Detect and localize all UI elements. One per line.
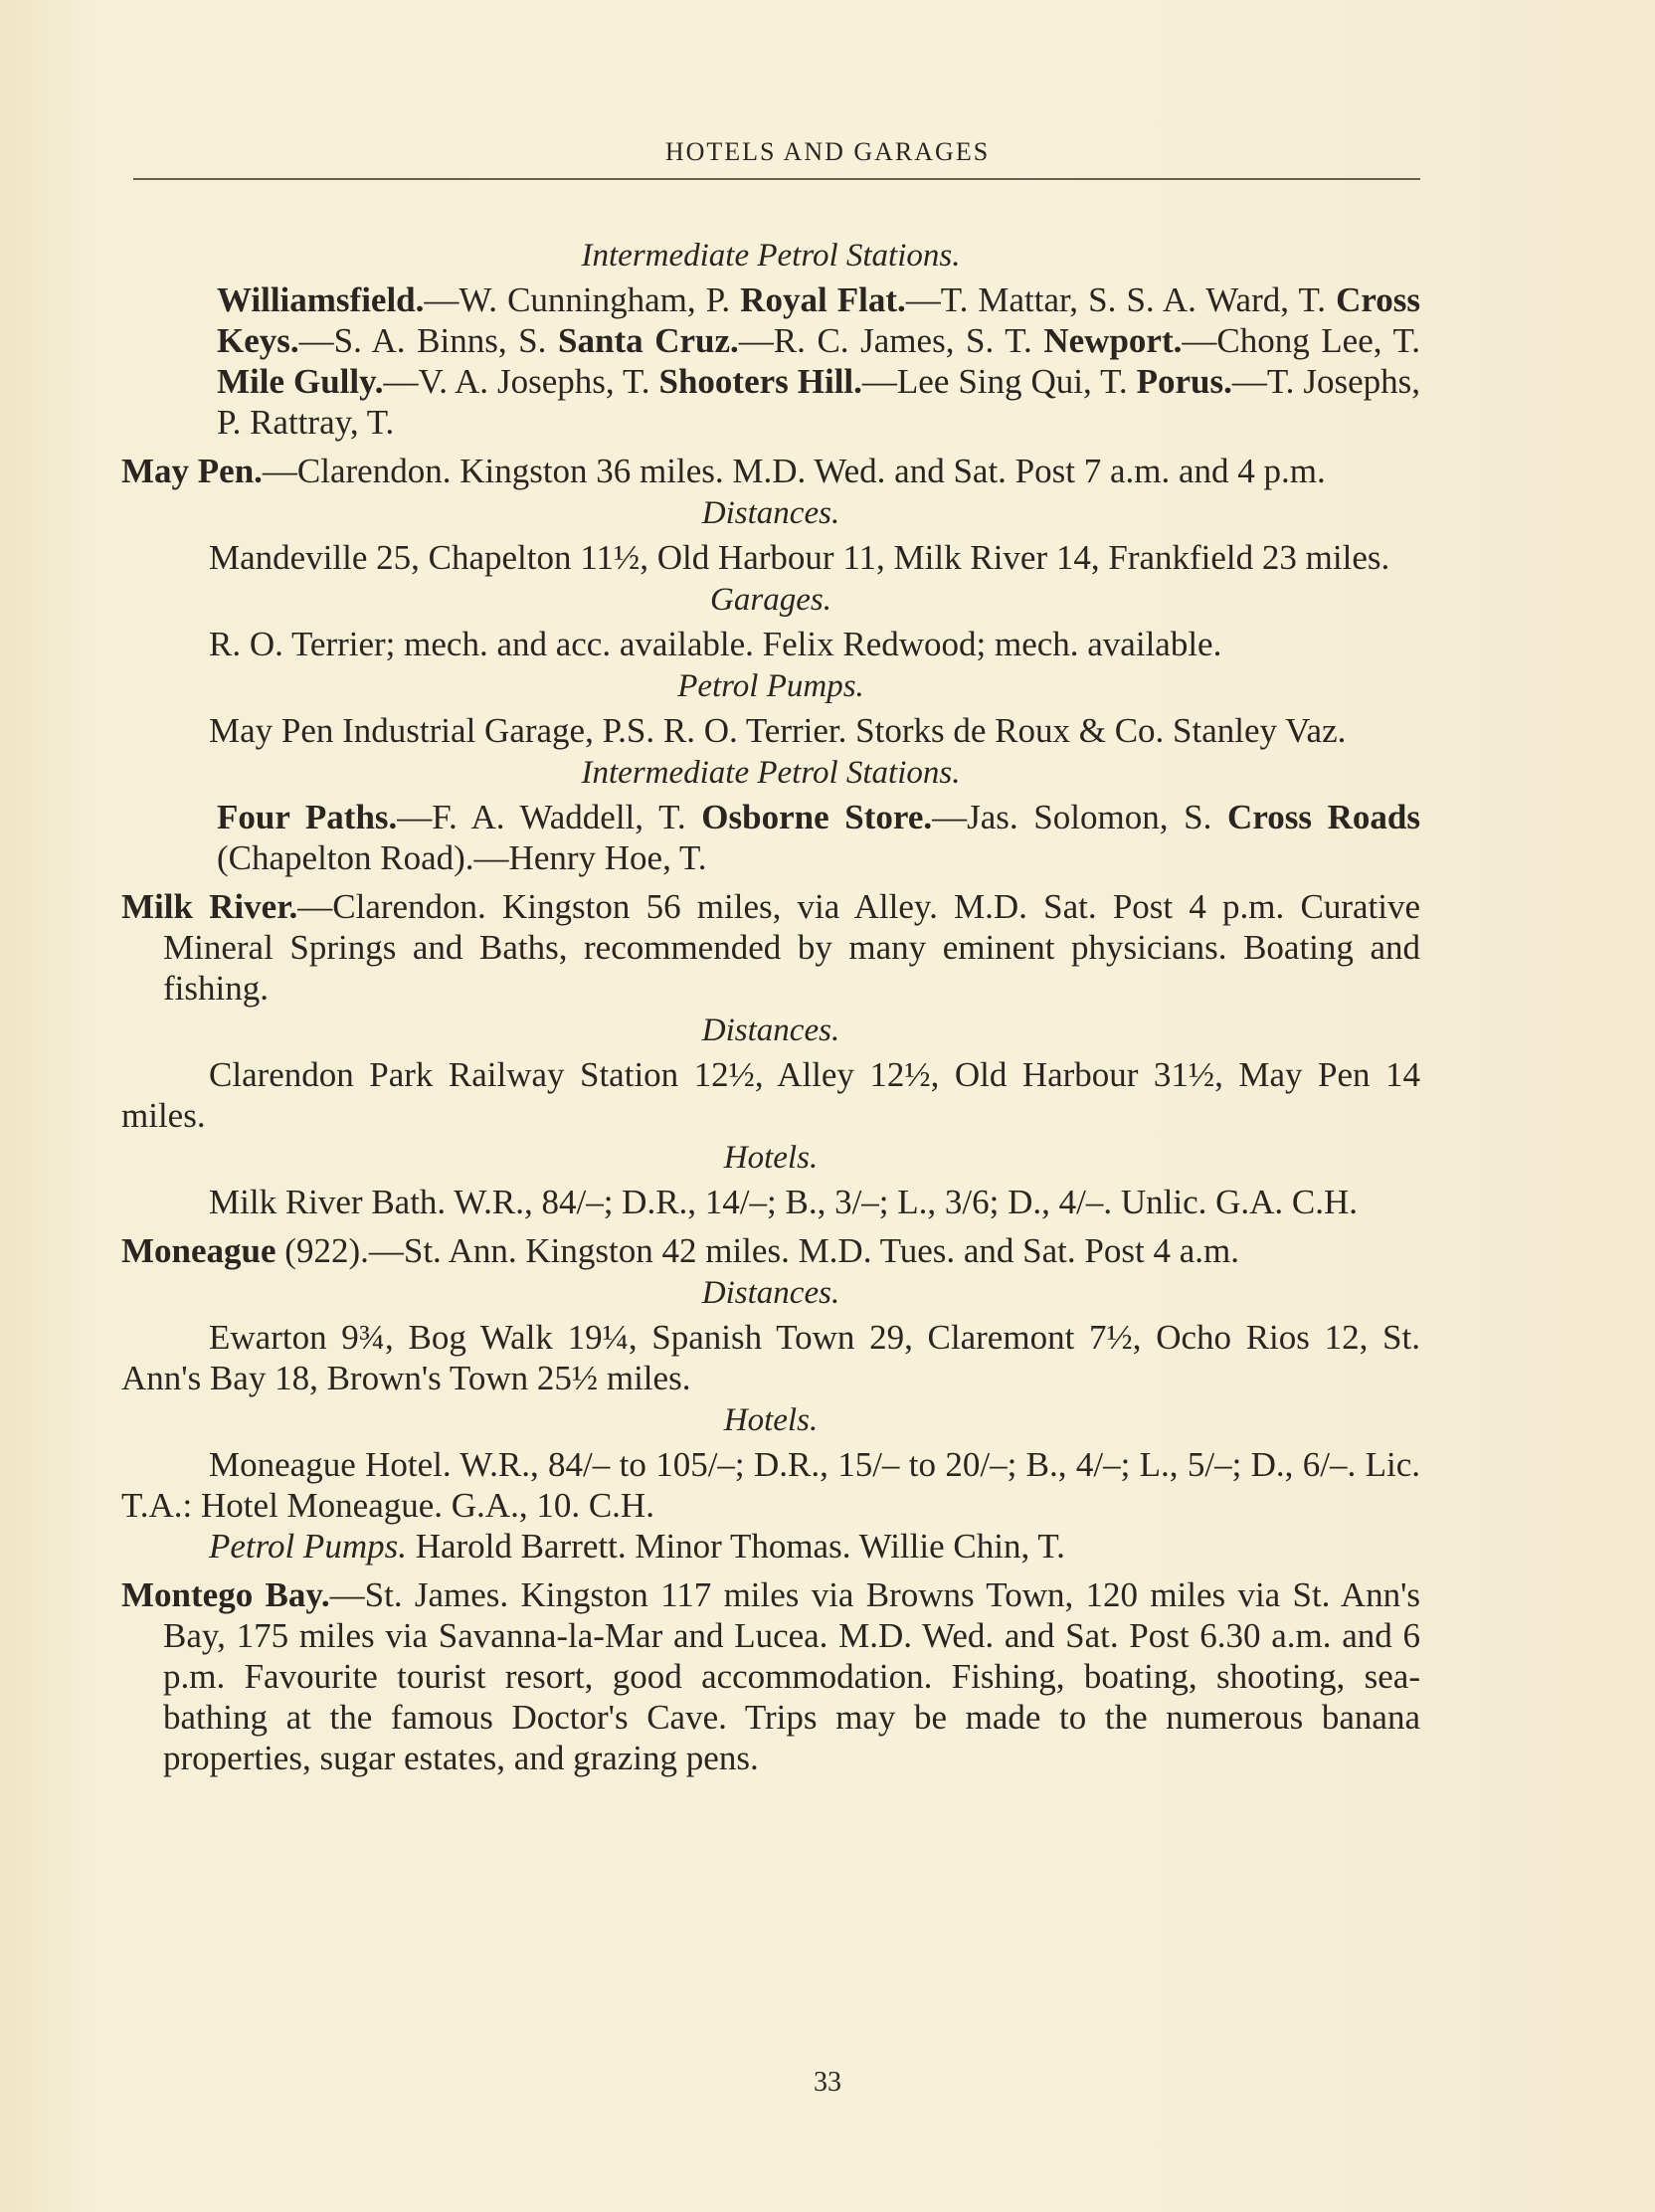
page-body — [121, 234, 1420, 1778]
subheading-distances: Distances. — [701, 1013, 840, 1048]
subheading-distances: Distances. — [701, 495, 840, 531]
place-name: Porus. — [1136, 362, 1232, 401]
entry-milk-river — [121, 886, 1420, 1009]
moneague-hotels: Moneague Hotel. W.R., 84/– to 105/–; D.R., 15/– to 20/–; B., 4/–; L., 5/–; D., 6/–. Lic. T.A.: Hotel Moneague. G.A., 10. C.H. — [121, 1445, 1420, 1525]
entry-name: Moneague — [121, 1231, 276, 1270]
header-rule — [133, 178, 1420, 180]
place-name: Cross Keys. — [217, 280, 1420, 360]
subheading-distances: Distances. — [701, 1275, 840, 1311]
station-text: (Chapelton Road).—Henry Hoe, T. — [217, 838, 707, 877]
subheading-garages: Garages. — [710, 582, 831, 618]
subheading-hotels: Hotels. — [723, 1140, 819, 1176]
intermediate-stations-list-2 — [121, 797, 1420, 878]
place-name: Royal Flat. — [740, 280, 906, 319]
may-pen-garages: R. O. Terrier; mech. and acc. available. Felix Redwood; mech. available. — [209, 625, 1222, 663]
station-text: —R. C. James, S. T. — [738, 321, 1044, 360]
station-text: —S. A. Binns, S. — [298, 321, 559, 360]
place-name: Osborne Store. — [701, 798, 933, 836]
intermediate-stations-list-1 — [121, 279, 1420, 443]
page-number: 33 — [814, 2067, 841, 2098]
station-text: —Chong Lee, T. — [1182, 321, 1421, 360]
subheading-intermediate-petrol-1: Intermediate Petrol Stations. — [581, 238, 961, 274]
moneague-pumps — [121, 1526, 1420, 1567]
station-text: —Lee Sing Qui, T. — [861, 362, 1137, 401]
entry-name: Milk River. — [121, 887, 298, 926]
subheading-intermediate-petrol-2: Intermediate Petrol Stations. — [581, 755, 961, 791]
may-pen-pumps: May Pen Industrial Garage, P.S. R. O. Terrier. Storks de Roux & Co. Stanley Vaz. — [209, 711, 1347, 750]
place-name: Newport. — [1043, 321, 1183, 360]
entry-montego-bay — [121, 1574, 1420, 1778]
subheading-hotels: Hotels. — [723, 1402, 819, 1438]
entry-text: (922).—St. Ann. Kingston 42 miles. M.D. Tues. and Sat. Post 4 a.m. — [276, 1231, 1239, 1270]
entry-text: —Clarendon. Kingston 36 miles. M.D. Wed. and Sat. Post 7 a.m. and 4 p.m. — [262, 452, 1326, 490]
running-head: HOTELS AND GARAGES — [664, 137, 991, 166]
may-pen-distances: Mandeville 25, Chapelton 11½, Old Harbour 11, Milk River 14, Frankfield 23 miles. — [209, 538, 1390, 577]
station-text: —T. Josephs, P. Rattray, T. — [217, 362, 1420, 442]
place-name: Four Paths. — [217, 798, 398, 836]
entry-may-pen — [121, 451, 1420, 491]
entry-moneague — [121, 1230, 1420, 1271]
place-name: Williamsfield. — [217, 280, 425, 319]
place-name: Cross Roads — [1227, 798, 1421, 836]
station-text: —W. Cunningham, P. — [424, 280, 741, 319]
entry-name: Montego Bay. — [121, 1575, 330, 1614]
station-text: —F. A. Waddell, T. — [397, 798, 702, 836]
station-text: —V. A. Josephs, T. — [383, 362, 659, 401]
moneague-distances: Ewarton 9¾, Bog Walk 19¼, Spanish Town 29, Claremont 7½, Ocho Rios 12, St. Ann's Bay 18, Brown's Town 25½ miles. — [121, 1318, 1420, 1397]
pumps-text: Harold Barrett. Minor Thomas. Willie Chin, T. — [406, 1527, 1065, 1566]
place-name: Shooters Hill. — [658, 362, 862, 401]
station-text: —T. Mattar, S. S. A. Ward, T. — [905, 280, 1337, 319]
entry-name: May Pen. — [121, 452, 263, 490]
milk-river-distances: Clarendon Park Railway Station 12½, Alley 12½, Old Harbour 31½, May Pen 14 miles. — [121, 1055, 1420, 1135]
place-name: Santa Cruz. — [558, 321, 739, 360]
entry-text: —St. James. Kingston 117 miles via Browns Town, 120 miles via St. Ann's Bay, 175 miles via Savanna-la-Mar and Lucea. M.D. Wed. and Sat. Post 6.30 a.m. and 6 p.m. Favourite tourist resort, good accommodation. Fishing, boating, shooting, sea-bathing at the famous Doctor's Cave. Trips may be made to the numerous banana properties, sugar estates, and grazing pens. — [163, 1575, 1420, 1777]
pumps-label: Petrol Pumps. — [209, 1527, 407, 1566]
subheading-petrol-pumps: Petrol Pumps. — [677, 668, 864, 704]
milk-river-hotels: Milk River Bath. W.R., 84/–; D.R., 14/–; B., 3/–; L., 3/6; D., 4/–. Unlic. G.A. C.H. — [209, 1183, 1359, 1221]
station-text: —Jas. Solomon, S. — [932, 798, 1228, 836]
place-name: Mile Gully. — [217, 362, 384, 401]
entry-text: —Clarendon. Kingston 56 miles, via Alley. M.D. Sat. Post 4 p.m. Curative Mineral Springs and Baths, recommended by many eminent physicians. Boating and fishing. — [163, 887, 1420, 1008]
